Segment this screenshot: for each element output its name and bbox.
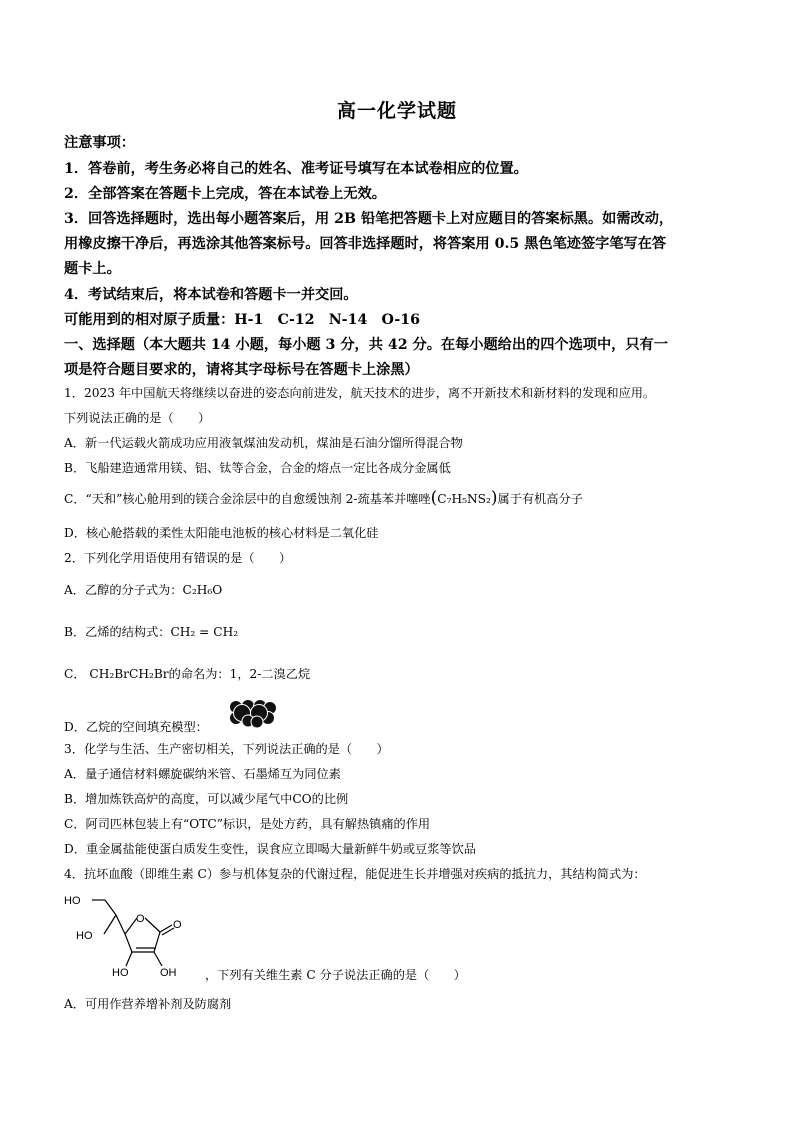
notice-item-3: 3．回答选择题时，选出每小题答案后，用 2B 铅笔把答题卡上对应题目的答案标黑。如需改动，: [64, 211, 674, 227]
q2-option-a-text: A．乙醇的分子式为：: [64, 583, 183, 597]
notice-item-3-end: 题卡上。: [64, 261, 121, 277]
page-title: 高一化学试题: [336, 100, 457, 122]
notice-item-4: 4．考试结束后，将本试卷和答题卡一并交回。: [64, 287, 358, 303]
vitamin-c-structure: [62, 890, 204, 986]
q2-option-b: [64, 623, 754, 640]
atomic-mass-line: 可能用到的相对原子质量：H-1 C-12 N-14 O-16: [64, 312, 421, 328]
q2-option-a: [64, 581, 754, 598]
notice-heading: 注意事项：: [64, 135, 135, 151]
q2-option-c-formula: CH₂BrCH₂Br: [89, 667, 169, 681]
q1-option-a: A．新一代运载火箭成功应用液氧煤油发动机，煤油是石油分馏所得混合物: [64, 436, 463, 450]
structure-label-carbonyl-o: O: [173, 919, 182, 931]
notice-item-2: 2．全部答案在答题卡上完成，答在本试卷上无效。: [64, 186, 386, 202]
q1-option-c: C．“天和”核心舱用到的镁合金涂层中的自愈缓蚀剂 2-巯基苯并噻唑(C₇H₅NS₂)属于有机高分子: [64, 488, 583, 508]
section-heading: 一、选择题（本大题共 14 小题，每小题 3 分，共 42 分。在每小题给出的四个选项中，只有一: [64, 337, 668, 353]
q2-option-b-text: B．乙烯的结构式：: [64, 625, 171, 639]
q4-stem: 4．抗坏血酸（即维生素 C）参与机体复杂的代谢过程，能促进生长并增强对疾病的抵抗力，其结构简式为：: [64, 867, 646, 881]
structure-label-ho-2: HO: [76, 930, 93, 942]
q3-option-a: A．量子通信材料螺旋碳纳米管、石墨烯互为同位素: [64, 767, 341, 781]
section-heading-cont: 项是符合题目要求的，请将其字母标号在答题卡上涂黑）: [64, 362, 419, 378]
q3-option-d: D．重金属盐能使蛋白质发生变性，误食应立即喝大量新鲜牛奶或豆浆等饮品: [64, 842, 476, 856]
q3-option-b-tail: 的比例: [311, 792, 349, 806]
q1-option-d: D．核心舱搭载的柔性太阳能电池板的核心材料是二氧化硅: [64, 526, 379, 540]
q1-option-b: B．飞船建造通常用镁、铝、钛等合金，合金的熔点一定比各成分金属低: [64, 461, 451, 475]
structure-label-ho-1: HO: [64, 895, 81, 907]
ethane-model-image: [226, 697, 278, 729]
q2-option-d: D．乙烷的空间填充模型：: [64, 720, 208, 734]
q1-stem: 1．2023 年中国航天将继续以奋进的姿态向前进发，航天技术的进步，离不开新技术和新材料的发现和应用。: [64, 386, 656, 400]
q3-stem: 3．化学与生活、生产密切相关，下列说法正确的是（ ）: [64, 742, 389, 756]
q3-option-b: [64, 790, 754, 807]
notice-item-3-cont: 用橡皮擦干净后，再选涂其他答案标号。回答非选择题时，将答案用 0.5 黑色笔迹签字笔写在答: [64, 236, 667, 252]
q1-option-c-text: C．“天和”核心舱用到的镁合金涂层中的自愈缓蚀剂 2-巯基苯并噻唑: [64, 492, 431, 506]
q2-option-c: C． CH₂BrCH₂Br的命名为：1，2-二溴乙烷: [64, 667, 311, 681]
q2-option-a-formula: C₂H₆O: [182, 583, 223, 597]
structure-label-ring-o: O: [136, 913, 145, 925]
notice-item-1: 1．答卷前，考生务必将自己的姓名、准考证号填写在本试卷相应的位置。: [64, 161, 528, 177]
q2-stem: 2．下列化学用语使用有错误的是（ ）: [64, 551, 292, 565]
q1-stem-cont: 下列说法正确的是（ ）: [64, 411, 211, 425]
structure-label-ho-3: HO: [112, 967, 129, 979]
q4-option-a: A．可用作营养增补剂及防腐剂: [64, 997, 232, 1011]
q2-option-b-formula: CH₂ = CH₂: [170, 625, 239, 639]
q3-option-c: C．阿司匹林包装上有“OTC”标识，是处方药，具有解热镇痛的作用: [64, 817, 431, 831]
q3-option-b-formula: CO: [292, 792, 312, 806]
q2-option-c-tail: 的命名为：1，2-二溴乙烷: [168, 667, 311, 681]
q4-stem-cont: ，下列有关维生素 C 分子说法正确的是（ ）: [205, 968, 466, 982]
q1-option-c-tail: 属于有机高分子: [497, 492, 583, 506]
q3-option-b-text: B．增加炼铁高炉的高度，可以减少尾气中: [64, 792, 293, 806]
q1-option-c-formula: C₇H₅NS₂: [437, 492, 491, 506]
structure-label-oh: OH: [160, 967, 177, 979]
